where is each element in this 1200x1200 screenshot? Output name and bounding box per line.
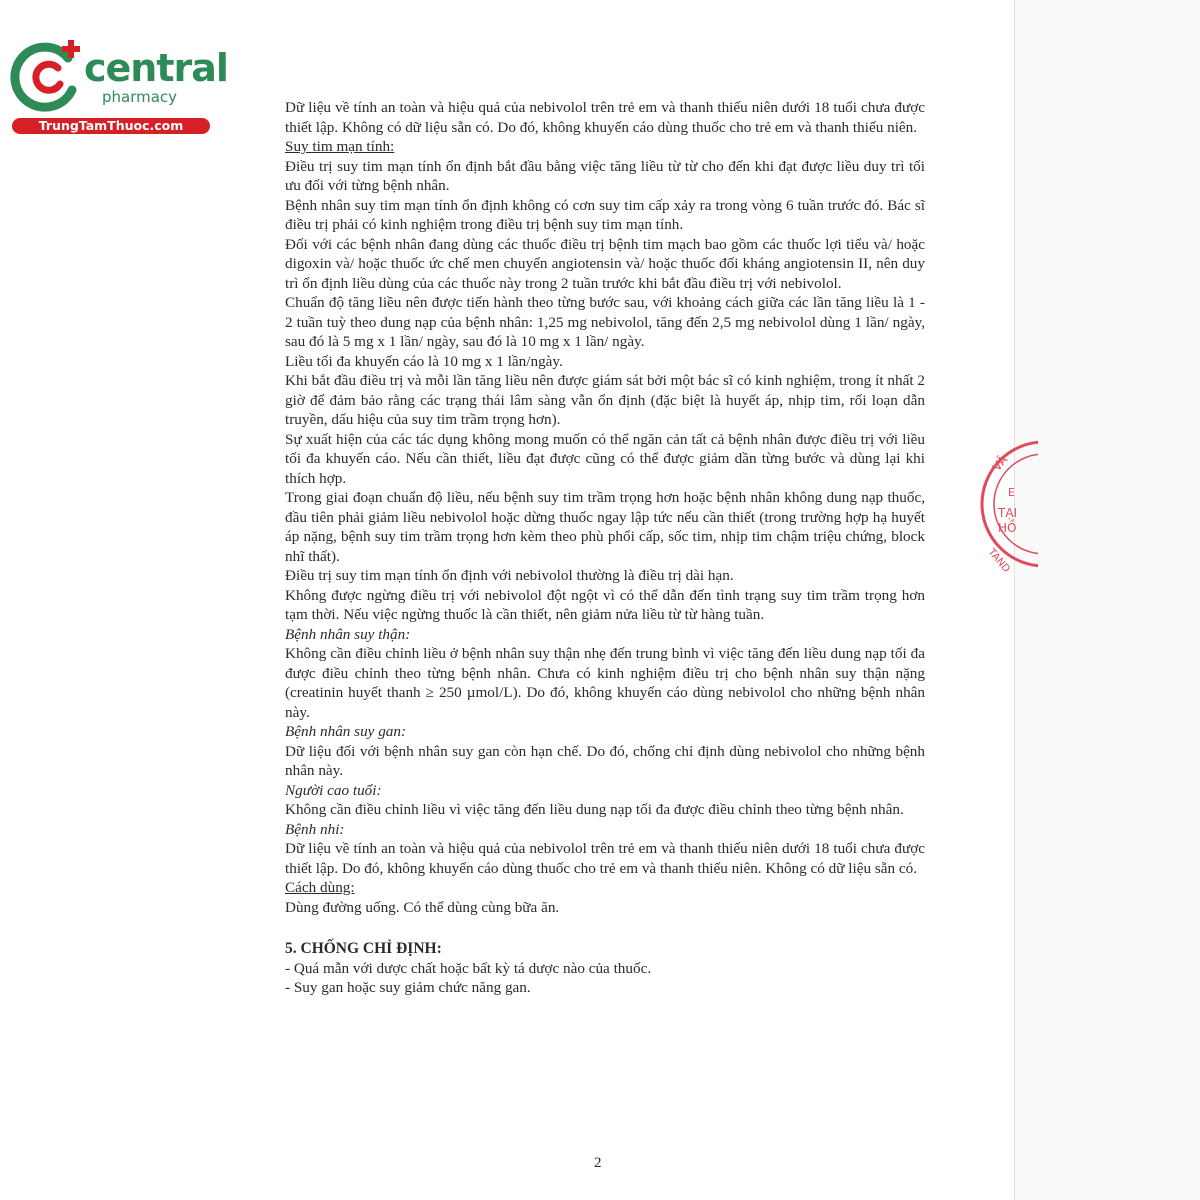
paragraph: Không cần điều chỉnh liều ở bệnh nhân suy thận nhẹ đến trung bình vì việc tăng đến liều dung nạp tối đa được điều chỉnh theo từng bệnh nhân. Chưa có kinh nghiệm điều trị cho bệnh nhân suy thận nặng (creatinin huyết thanh ≥ 250 µmol/L). Do đó, không khuyến cáo dùng nebivolol cho những bệnh nhân này. (285, 645, 925, 721)
brand-subtitle: pharmacy (102, 88, 178, 106)
brand-name: central (84, 46, 228, 90)
red-seal-stamp (968, 424, 1038, 584)
list-item: - Suy gan hoặc suy giảm chức năng gan. (285, 979, 531, 996)
section-heading-contraindications: 5. CHỐNG CHỈ ĐỊNH: (285, 940, 442, 957)
brand-website-link[interactable]: TrungTamThuoc.com (12, 118, 210, 134)
paragraph: Dùng đường uống. Có thể dùng cùng bữa ăn. (285, 898, 560, 916)
paragraph: Dữ liệu về tính an toàn và hiệu quả của nebivolol trên trẻ em và thanh thiếu niên dưới 18 tuổi chưa được thiết lập. Không có dữ liệu sẵn có. Do đó, không khuyến cáo dùng thuốc cho trẻ em và thanh thiếu niên. (285, 99, 925, 136)
subheading-pediatric: Bệnh nhi: (285, 820, 345, 838)
stamp-fragment-5: TAND (985, 546, 1012, 575)
paragraph: Sự xuất hiện của các tác dụng không mong muốn có thể ngăn cản tất cả bệnh nhân được điều trị với liều tối đa khuyến cáo. Nếu cần thiết, liều đạt được cũng có thể được giảm dần từng bước và dùng lại khi thích hợp. (285, 430, 925, 487)
paragraph: Bệnh nhân suy tim mạn tính ổn định không có cơn suy tim cấp xảy ra trong vòng 6 tuần trước đó. Bác sĩ điều trị phải có kinh nghiệm trong điều trị bệnh suy tim mạn tính. (285, 196, 925, 233)
paragraph: Đối với các bệnh nhân đang dùng các thuốc điều trị bệnh tim mạch bao gồm các thuốc lợi tiểu và/ hoặc digoxin và/ hoặc thuốc ức chế men chuyển angiotensin và/ hoặc thuốc đối kháng angiotensin II, nên duy trì ổn định liều dùng của các thuốc này trong 2 tuần trước khi bắt đầu điều trị với nebivolol. (285, 235, 925, 292)
paragraph: Chuẩn độ tăng liều nên được tiến hành theo từng bước sau, với khoảng cách giữa các lần tăng liều là 1 - 2 tuần tuỳ theo dung nạp của bệnh nhân: 1,25 mg nebivolol, tăng đến 2,5 mg nebivolol dùng 1 lần/ ngày, sau đó là 5 mg x 1 lần/ ngày, sau đó là 10 mg x 1 lần/ ngày. (285, 294, 925, 350)
document-body (285, 98, 925, 998)
subheading-hepatic: Bệnh nhân suy gan: (285, 723, 407, 740)
stamp-fragment-1: VÂ (989, 452, 1011, 474)
paragraph: Không cần điều chỉnh liều vì việc tăng đến liều dung nạp tối đa được điều chỉnh theo từng bệnh nhân. (285, 801, 904, 818)
paragraph: Điều trị suy tim mạn tính ổn định với nebivolol thường là điều trị dài hạn. (285, 567, 734, 584)
stamp-fragment-2: E (1008, 486, 1015, 499)
section-heading-usage: Cách dùng: (285, 879, 355, 896)
paragraph: Liều tối đa khuyến cáo là 10 mg x 1 lần/ngày. (285, 352, 563, 370)
paragraph: Dữ liệu về tính an toàn và hiệu quả của nebivolol trên trẻ em và thanh thiếu niên dưới 18 tuổi chưa được thiết lập. Do đó, không khuyến cáo dùng thuốc cho trẻ em và thanh thiếu niên. Không có dữ liệu sẵn có. (285, 840, 925, 877)
paragraph: Không được ngừng điều trị với nebivolol đột ngột vì có thể dẫn đến tình trạng suy tim trầm trọng hơn tạm thời. Nếu việc ngừng thuốc là cần thiết, nên giảm nửa liều từ từ hàng tuần. (285, 586, 925, 623)
paragraph: Trong giai đoạn chuẩn độ liều, nếu bệnh suy tim trầm trọng hơn hoặc bệnh nhân không dung nạp thuốc, đầu tiên phải giảm liều nebivolol hoặc dừng thuốc ngay lập tức nếu cần thiết (trong trường hợp hạ huyết áp nặng, bệnh suy tim trầm trọng hơn kèm theo phù phổi cấp, sốc tim, nhịp tim chậm triệu chứng, block nhĩ thất). (285, 489, 925, 565)
stamp-fragment-4: HỒ (998, 521, 1017, 535)
paragraph: Dữ liệu đối với bệnh nhân suy gan còn hạn chế. Do đó, chống chỉ định dùng nebivolol cho những bệnh nhân này. (285, 742, 925, 779)
pharmacy-cross-logo-icon (10, 36, 90, 116)
page-number: 2 (594, 1155, 602, 1171)
subheading-renal: Bệnh nhân suy thận: (285, 625, 411, 643)
paragraph: Điều trị suy tim mạn tính ổn định bắt đầu bằng việc tăng liều từ từ cho đến khi đạt được liều duy trì tối ưu đối với từng bệnh nhân. (285, 157, 925, 194)
page-edge (1014, 0, 1200, 1200)
section-heading-chronic-heart-failure: Suy tim mạn tính: (285, 138, 395, 155)
paragraph: Khi bắt đầu điều trị và mỗi lần tăng liều nên được giám sát bởi một bác sĩ có kinh nghiệm, trong ít nhất 2 giờ để đảm bảo rằng các trạng thái lâm sàng vẫn ổn định (đặc biệt là huyết áp, nhịp tim, rối loạn dẫn truyền, dấu hiệu của suy tim trầm trọng hơn). (285, 372, 925, 428)
subheading-elderly: Người cao tuổi: (285, 781, 382, 799)
stamp-fragment-3: TẠI (998, 506, 1018, 520)
list-item: - Quá mẫn với dược chất hoặc bất kỳ tá dược nào của thuốc. (285, 959, 652, 977)
